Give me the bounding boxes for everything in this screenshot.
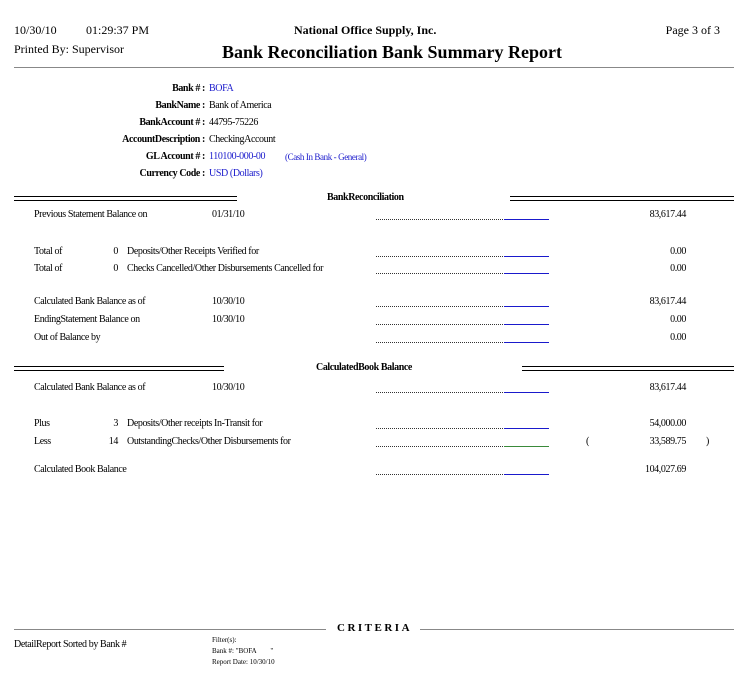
row-amount: 33,589.75	[649, 436, 686, 447]
sort-description: DetailReport Sorted by Bank #	[14, 639, 127, 650]
row-label: Calculated Bank Balance as of	[34, 382, 146, 393]
bank-info-value: 44795-75226	[209, 117, 258, 128]
row-description: OutstandingChecks/Other Disbursements for	[127, 436, 291, 447]
row-amount: 104,027.69	[644, 464, 686, 475]
row-label: Calculated Bank Balance as of	[34, 296, 146, 307]
row-amount: 83,617.44	[649, 382, 686, 393]
row-label: Less	[34, 436, 51, 447]
dotted-leader	[376, 428, 549, 429]
book-balance-title: CalculatedBook Balance	[316, 362, 412, 373]
dotted-leader	[376, 392, 549, 393]
report-time: 01:29:37 PM	[86, 23, 150, 37]
row-amount: 0.00	[670, 314, 686, 325]
row-description: Deposits/Other Receipts Verified for	[127, 246, 259, 257]
row-amount: 0.00	[670, 246, 686, 257]
bank-info-label: BankName :	[155, 100, 205, 111]
company-name: National Office Supply, Inc.	[294, 23, 437, 37]
page-number: Page 3 of 3	[665, 23, 720, 37]
row-amount: 83,617.44	[649, 209, 686, 220]
row-description: Checks Cancelled/Other Disbursements Cancelled for	[127, 263, 324, 274]
bank-info-value: BOFA	[209, 83, 234, 94]
row-count: 0	[113, 246, 118, 257]
filter-bank: Bank #: "BOFA "	[212, 647, 274, 655]
printed-by: Printed By: Supervisor	[14, 42, 124, 56]
filter-label: Filter(s):	[212, 636, 237, 644]
row-amount: 0.00	[670, 263, 686, 274]
bank-info-label: AccountDescription :	[122, 134, 205, 145]
section-rule-left	[14, 366, 224, 371]
dotted-leader	[376, 273, 549, 274]
bank-info-value: 110100-000-00	[209, 151, 266, 162]
dotted-leader	[376, 342, 549, 343]
bank-info-label: Bank # :	[172, 83, 205, 94]
section-rule-right	[522, 366, 734, 371]
criteria-rule-left	[14, 629, 326, 630]
filter-report-date: Report Date: 10/30/10	[212, 658, 275, 666]
bank-info-value: CheckingAccount	[209, 134, 276, 145]
criteria-rule-right	[420, 629, 734, 630]
section-rule-right	[510, 196, 734, 201]
row-count: 14	[108, 436, 118, 447]
criteria-title: CRITERIA	[337, 622, 413, 634]
dotted-leader	[376, 324, 549, 325]
report-date: 10/30/10	[14, 23, 57, 37]
row-count: 0	[113, 263, 118, 274]
dotted-leader	[376, 446, 549, 447]
bank-info-extra: (Cash In Bank - General)	[285, 152, 367, 162]
row-label: Calculated Book Balance	[34, 464, 127, 475]
row-amount: 83,617.44	[649, 296, 686, 307]
row-date: 10/30/10	[212, 296, 245, 307]
section-rule-left	[14, 196, 237, 201]
bank-info-label: BankAccount # :	[139, 117, 205, 128]
row-amount: 0.00	[670, 332, 686, 343]
dotted-leader	[376, 306, 549, 307]
bank-info-value: USD (Dollars)	[209, 168, 263, 179]
row-date: 10/30/10	[212, 382, 245, 393]
row-label: Out of Balance by	[34, 332, 101, 343]
row-date: 10/30/10	[212, 314, 245, 325]
row-description: Deposits/Other receipts In-Transit for	[127, 418, 263, 429]
row-amount: 54,000.00	[649, 418, 686, 429]
row-date: 01/31/10	[212, 209, 245, 220]
header-divider	[14, 67, 734, 68]
row-label: Total of	[34, 246, 63, 257]
row-label: EndingStatement Balance on	[34, 314, 140, 325]
bank-info-value: Bank of America	[209, 100, 272, 111]
open-paren: (	[586, 436, 589, 447]
bank-info-label: GL Account # :	[145, 151, 205, 162]
row-label: Plus	[34, 418, 50, 429]
bank-reconciliation-title: BankReconciliation	[327, 192, 404, 203]
dotted-leader	[376, 219, 549, 220]
row-count: 3	[113, 418, 118, 429]
dotted-leader	[376, 256, 549, 257]
bank-info-label: Currency Code :	[139, 168, 205, 179]
close-paren: )	[706, 436, 709, 447]
row-label: Total of	[34, 263, 63, 274]
dotted-leader	[376, 474, 549, 475]
row-label: Previous Statement Balance on	[34, 209, 148, 220]
report-title: Bank Reconciliation Bank Summary Report	[222, 42, 563, 62]
